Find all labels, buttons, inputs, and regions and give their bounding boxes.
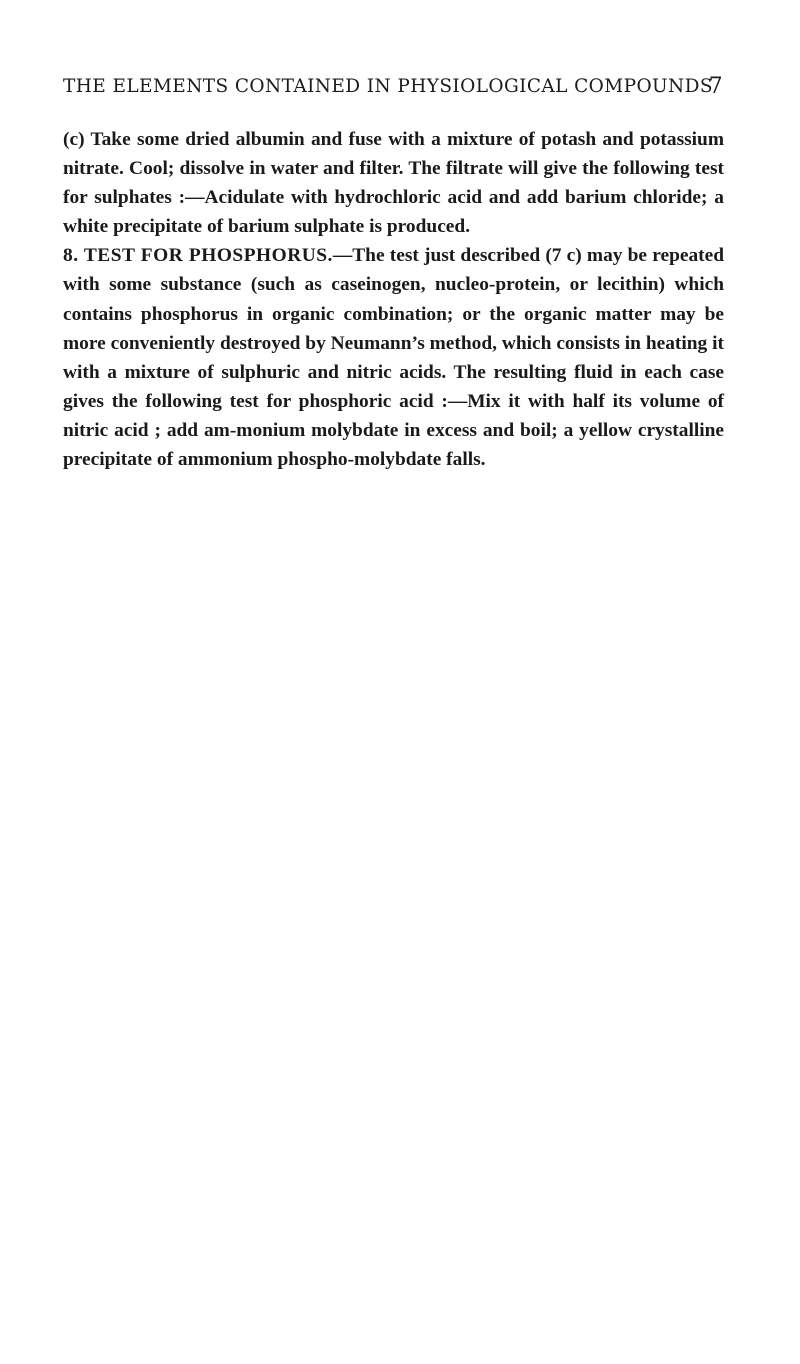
paragraph-c: (c) Take some dried albumin and fuse with a mixture of potash and potassium nitrate. Cool; dissolve in water and filter. The filtrate will give the following test for sulphates :—Acidulate with hydrochloric acid and add barium chloride; a white precipitate of barium sulphate is produced. bbox=[63, 129, 724, 238]
section-heading-test-for-phosphorus: 8. TEST FOR PHOSPHORUS. bbox=[63, 245, 333, 267]
running-head bbox=[63, 76, 723, 106]
running-title: THE ELEMENTS CONTAINED IN PHYSIOLOGICAL COMPOUNDS bbox=[63, 76, 713, 97]
body-text bbox=[63, 125, 724, 474]
page-number: 7 bbox=[708, 74, 723, 99]
paragraph-8-text: —The test just described (7 c) may be repeated with some substance (such as caseinogen, nucleo-protein, or lecithin) which contains phosphorus in organic combination; or the organic matter may be more conveniently destroyed by Neumann’s method, which consists in heating it with a mixture of sulphuric and nitric acids. The resulting fluid in each case gives the following test for phosphoric acid :—Mix it with half its volume of nitric acid ; add am-monium molybdate in excess and boil; a yellow crystalline precipitate of ammonium phospho-molybdate falls. bbox=[63, 245, 725, 471]
paragraph-8 bbox=[63, 241, 724, 474]
